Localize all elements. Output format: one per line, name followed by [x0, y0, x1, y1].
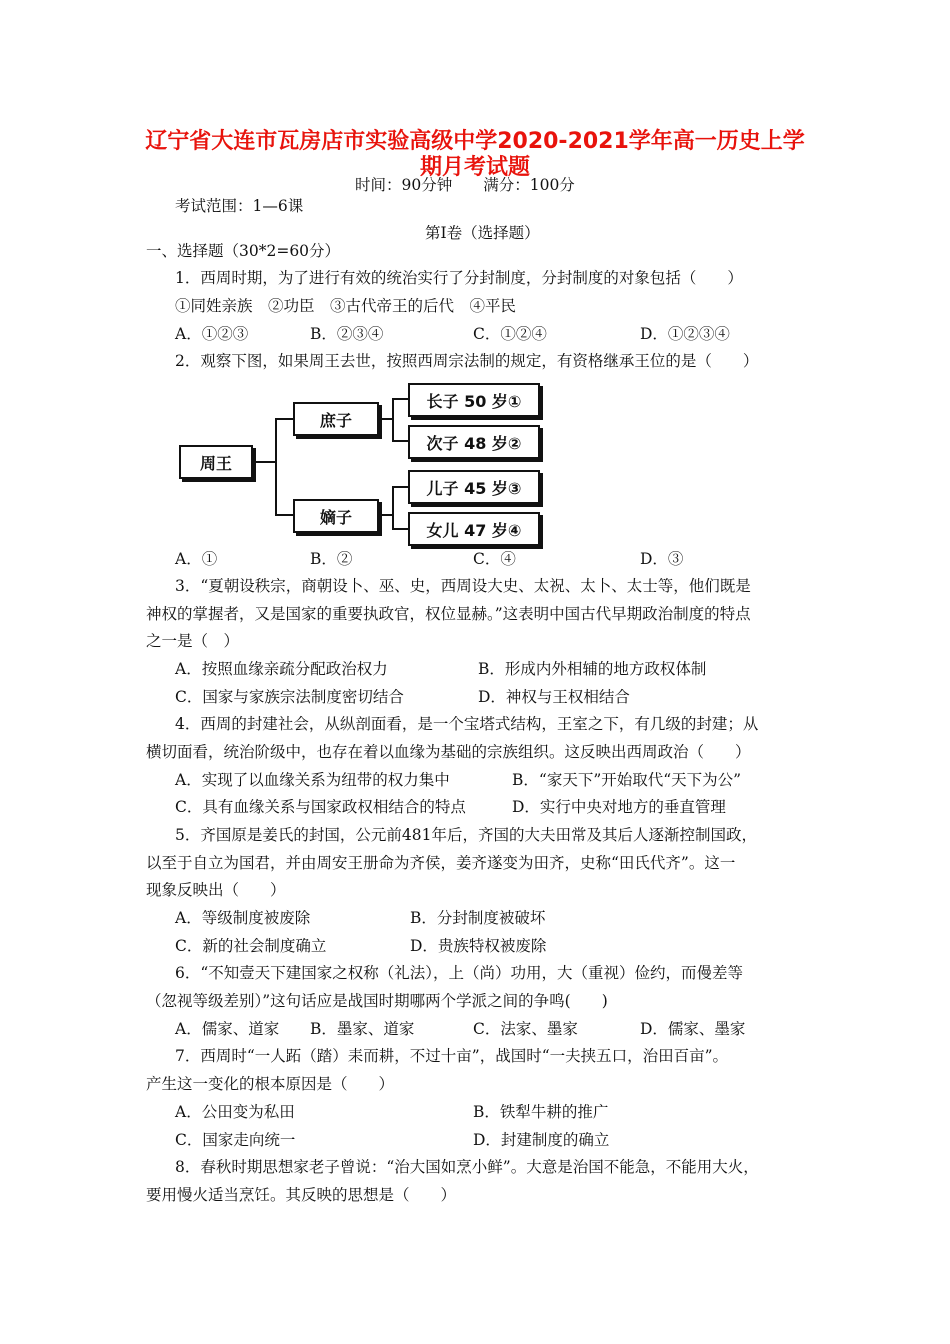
shuzi-box: 庶子	[293, 402, 379, 436]
time-score-info: 时间：90分钟 满分：100分	[355, 176, 575, 194]
question-5-line-1: 5．齐国原是姜氏的封国，公元前481年后，齐国的大夫田常及其后人逐渐控制国政，	[175, 826, 757, 844]
question-3-option-c: C．国家与家族宗法制度密切结合	[175, 688, 404, 706]
question-3-option-a: A．按照血缘亲疏分配政治权力	[175, 660, 388, 678]
question-2-stem: 2．观察下图，如果周王去世，按照西周宗法制的规定，有资格继承王位的是（ ）	[175, 352, 759, 370]
question-1-option-a: A．①②③	[175, 325, 249, 343]
question-7-option-a: A．公田变为私田	[175, 1103, 295, 1121]
section-heading: 一、选择题（30*2=60分）	[146, 242, 341, 260]
question-6-line-1: 6．“不知壹天下建国家之权称（礼法），上（尚）功用，大（重视）俭约，而僈差等	[175, 964, 744, 982]
document-title-line-2: 期月考试题	[419, 155, 530, 180]
question-3-line-1: 3．“夏朝设秩宗，商朝设卜、巫、史，西周设大史、太祝、太卜、太士等，他们既是	[175, 577, 751, 595]
question-8-line-1: 8．春秋时期思想家老子曾说：“治大国如烹小鲜”。大意是治国不能急，不能用大火，	[175, 1158, 759, 1176]
question-5-option-c: C．新的社会制度确立	[175, 937, 327, 955]
volume-heading: 第Ⅰ卷（选择题）	[425, 224, 540, 242]
question-5-option-a: A．等级制度被废除	[175, 909, 311, 927]
question-7-option-b: B．铁犁牛耕的推广	[473, 1103, 609, 1121]
daughter-4-box: 女儿 47 岁④	[408, 512, 540, 546]
question-8-line-2: 要用慢火适当烹饪。其反映的思想是（ ）	[146, 1186, 457, 1204]
question-4-line-1: 4．西周的封建社会，从纵剖面看，是一个宝塔式结构，王室之下，有几级的封建；从	[175, 715, 759, 733]
exam-scope: 考试范围：1—6课	[175, 197, 304, 215]
question-2-option-c: C．④	[473, 550, 516, 568]
son-1-box: 长子 50 岁①	[408, 383, 540, 417]
question-6-line-2: （忽视等级差别）”这句话应是战国时期哪两个学派之间的争鸣( )	[146, 992, 608, 1010]
question-6-option-c: C．法家、墨家	[473, 1020, 578, 1038]
son-3-box: 儿子 45 岁③	[408, 470, 540, 504]
question-2-option-b: B．②	[310, 550, 353, 568]
question-5-option-b: B．分封制度被破坏	[410, 909, 546, 927]
question-3-line-3: 之一是（ ）	[146, 632, 240, 650]
question-4-line-2: 横切面看，统治阶级中，也存在着以血缘为基础的宗族组织。这反映出西周政治（ ）	[146, 743, 751, 761]
question-3-option-b: B．形成内外相辅的地方政权体制	[478, 660, 707, 678]
document-title-line-1: 辽宁省大连市瓦房店市实验高级中学2020-2021学年高一历史上学	[145, 129, 805, 154]
question-5-line-2: 以至于自立为国君，并由周安王册命为齐侯，姜齐遂变为田齐，史称“田氏代齐”。这一	[146, 854, 736, 872]
question-5-option-d: D．贵族特权被废除	[410, 937, 547, 955]
king-box: 周王	[179, 445, 253, 479]
question-3-option-d: D．神权与王权相结合	[478, 688, 630, 706]
question-4-option-b: B．“家天下”开始取代“天下为公”	[512, 771, 742, 789]
question-6-option-d: D．儒家、墨家	[640, 1020, 746, 1038]
question-4-option-a: A．实现了以血缘关系为纽带的权力集中	[175, 771, 450, 789]
question-2-option-a: A．①	[175, 550, 218, 568]
question-5-line-3: 现象反映出（ ）	[146, 881, 286, 899]
dizi-box: 嫡子	[293, 499, 379, 533]
question-7-option-c: C．国家走向统一	[175, 1131, 296, 1149]
question-6-option-a: A．儒家、道家	[175, 1020, 280, 1038]
question-7-option-d: D．封建制度的确立	[473, 1131, 610, 1149]
question-4-option-c: C．具有血缘关系与国家政权相结合的特点	[175, 798, 466, 816]
question-1-items: ①同姓亲族 ②功臣 ③古代帝王的后代 ④平民	[175, 297, 517, 315]
question-1-stem: 1．西周时期，为了进行有效的统治实行了分封制度，分封制度的对象包括（ ）	[175, 269, 743, 287]
question-7-line-2: 产生这一变化的根本原因是（ ）	[146, 1075, 395, 1093]
question-6-option-b: B．墨家、道家	[310, 1020, 415, 1038]
son-2-box: 次子 48 岁②	[408, 425, 540, 459]
question-1-option-d: D．①②③④	[640, 325, 730, 343]
question-2-option-d: D．③	[640, 550, 684, 568]
question-3-line-2: 神权的掌握者，又是国家的重要执政官，权位显赫。”这表明中国古代早期政治制度的特点	[146, 605, 751, 623]
question-1-option-b: B．②③④	[310, 325, 384, 343]
question-1-option-c: C．①②④	[473, 325, 547, 343]
question-7-line-1: 7．西周时“一人跖（踏）耒而耕，不过十亩”，战国时“一夫挟五口，治田百亩”。	[175, 1047, 729, 1065]
question-4-option-d: D．实行中央对地方的垂直管理	[512, 798, 726, 816]
